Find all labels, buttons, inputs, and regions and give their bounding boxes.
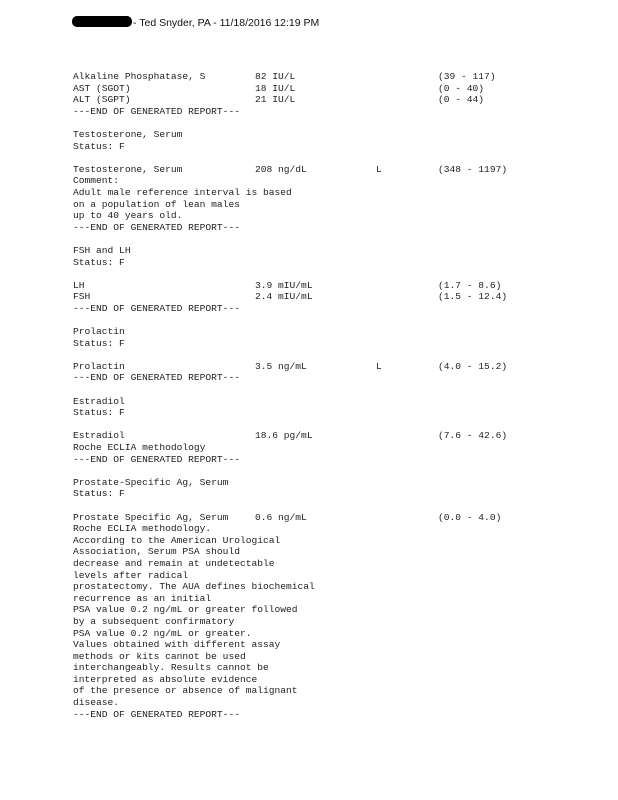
line-label: interchangeably. Results cannot be [73, 662, 269, 674]
line-value: 0.6 ng/mL [255, 511, 307, 523]
report-line [73, 129, 593, 141]
line-range: (4.0 - 15.2) [438, 360, 508, 372]
line-label: PSA value 0.2 ng/mL or greater. [73, 627, 252, 639]
line-label: ALT (SGPT) [73, 94, 131, 106]
header-text: - Ted Snyder, PA - 11/18/2016 12:19 PM [133, 17, 320, 29]
line-flag: L [376, 163, 382, 175]
report-header [72, 15, 319, 31]
report-line [73, 651, 593, 663]
line-range: (1.7 - 8.6) [438, 279, 502, 291]
report-line [73, 233, 593, 245]
report-line [73, 210, 593, 222]
report-line [73, 535, 593, 547]
line-label: levels after radical [73, 569, 189, 581]
report-line [73, 384, 593, 396]
report-line [73, 257, 593, 269]
line-label: Prostate-Specific Ag, Serum [73, 476, 229, 488]
line-label: disease. [73, 697, 120, 709]
report-line [73, 570, 593, 582]
report-line [73, 71, 593, 83]
line-label: ---END OF GENERATED REPORT--- [73, 453, 240, 465]
report-line [73, 222, 593, 234]
report-line [73, 662, 593, 674]
report-line [73, 164, 593, 176]
line-label: on a population of lean males [73, 198, 240, 210]
report-line [73, 593, 593, 605]
line-label: Roche ECLIA methodology [73, 442, 206, 453]
report-line [73, 697, 593, 709]
line-label: ---END OF GENERATED REPORT--- [73, 372, 240, 384]
report-line [73, 488, 593, 500]
report-line [73, 83, 593, 95]
line-label: Estradiol [73, 395, 125, 407]
line-label: Status: F [73, 488, 125, 500]
report-line [73, 523, 593, 535]
line-label: Prostate Specific Ag, Serum [73, 511, 229, 523]
line-label: PSA value 0.2 ng/mL or greater followed [73, 604, 298, 616]
report-line [73, 106, 593, 118]
line-value: 3.9 mIU/mL [255, 279, 313, 291]
report-line [73, 454, 593, 466]
report-line [73, 709, 593, 721]
line-label: by a subsequent confirmatory [73, 615, 235, 627]
report-line [73, 581, 593, 593]
report-line [73, 303, 593, 315]
line-label: Prolactin [73, 360, 125, 372]
line-label: Alkaline Phosphatase, S [73, 71, 206, 82]
report-line [73, 199, 593, 211]
report-line [73, 685, 593, 697]
report-line [73, 628, 593, 640]
report-line [73, 604, 593, 616]
report-line [73, 245, 593, 257]
report-line [73, 546, 593, 558]
line-range: (0 - 44) [438, 94, 485, 106]
line-value: 3.5 ng/mL [255, 360, 307, 372]
line-label: AST (SGOT) [73, 82, 131, 94]
line-label: Roche ECLIA methodology. [73, 523, 212, 535]
line-range: (0 - 40) [438, 82, 485, 94]
line-label: FSH [73, 291, 91, 303]
line-label: methods or kits cannot be used [73, 650, 246, 662]
line-label: ---END OF GENERATED REPORT--- [73, 302, 240, 314]
line-value: 82 IU/L [255, 71, 296, 82]
line-label: ---END OF GENERATED REPORT--- [73, 708, 240, 720]
line-label: Estradiol [73, 430, 125, 442]
report-line [73, 338, 593, 350]
line-label: LH [73, 279, 85, 291]
line-label: prostatectomy. The AUA defines biochemical [73, 581, 315, 593]
line-label: up to 40 years old. [73, 210, 183, 222]
report-line [73, 419, 593, 431]
report-line [73, 558, 593, 570]
line-label: Adult male reference interval is based [73, 186, 292, 198]
report-line [73, 349, 593, 361]
report-line [73, 477, 593, 489]
report-line [73, 500, 593, 512]
line-label: recurrence as an initial [73, 592, 212, 604]
line-label: Status: F [73, 256, 125, 268]
report-line [73, 407, 593, 419]
line-label: FSH and LH [73, 244, 131, 256]
line-value: 2.4 mIU/mL [255, 291, 313, 303]
line-label: of the presence or absence of malignant [73, 685, 298, 697]
report-line [73, 512, 593, 524]
report-line [73, 430, 593, 442]
line-range: (0.0 - 4.0) [438, 511, 502, 523]
report-line [73, 314, 593, 326]
report-line [73, 268, 593, 280]
report-line [73, 280, 593, 292]
report-line [73, 117, 593, 129]
line-label: Status: F [73, 337, 125, 349]
line-value: 208 ng/dL [255, 163, 307, 175]
report-line [73, 372, 593, 384]
line-label: Status: F [73, 407, 125, 419]
line-label: Comment: [73, 175, 120, 187]
report-line [73, 465, 593, 477]
line-label: Values obtained with different assay [73, 639, 281, 651]
report-line [73, 639, 593, 651]
report-line [73, 361, 593, 373]
report-line [73, 396, 593, 408]
report-line [73, 187, 593, 199]
line-label: ---END OF GENERATED REPORT--- [73, 221, 240, 233]
line-range: (39 - 117) [438, 71, 496, 82]
line-label: According to the American Urological [73, 534, 281, 546]
line-label: Testosterone, Serum [73, 163, 183, 175]
report-line [73, 674, 593, 686]
line-value: 18.6 pg/mL [255, 430, 313, 442]
line-value: 21 IU/L [255, 94, 296, 106]
line-label: interpreted as absolute evidence [73, 673, 258, 685]
line-flag: L [376, 360, 382, 372]
line-label: Association, Serum PSA should [73, 546, 240, 558]
report-line [73, 326, 593, 338]
line-label: Prolactin [73, 326, 125, 338]
line-label: ---END OF GENERATED REPORT--- [73, 105, 240, 117]
line-range: (7.6 - 42.6) [438, 430, 508, 442]
report-line [73, 442, 593, 454]
redaction-bar [72, 16, 132, 27]
report-line [73, 291, 593, 303]
report-line [73, 152, 593, 164]
line-range: (1.5 - 12.4) [438, 291, 508, 303]
line-label: Testosterone, Serum [73, 128, 183, 140]
report-line [73, 175, 593, 187]
line-range: (348 - 1197) [438, 163, 508, 175]
line-value: 18 IU/L [255, 82, 296, 94]
report-line [73, 141, 593, 153]
line-label: Status: F [73, 140, 125, 152]
line-label: decrease and remain at undetectable [73, 557, 275, 569]
report-line [73, 94, 593, 106]
report-line [73, 616, 593, 628]
lab-report-body [73, 71, 593, 720]
